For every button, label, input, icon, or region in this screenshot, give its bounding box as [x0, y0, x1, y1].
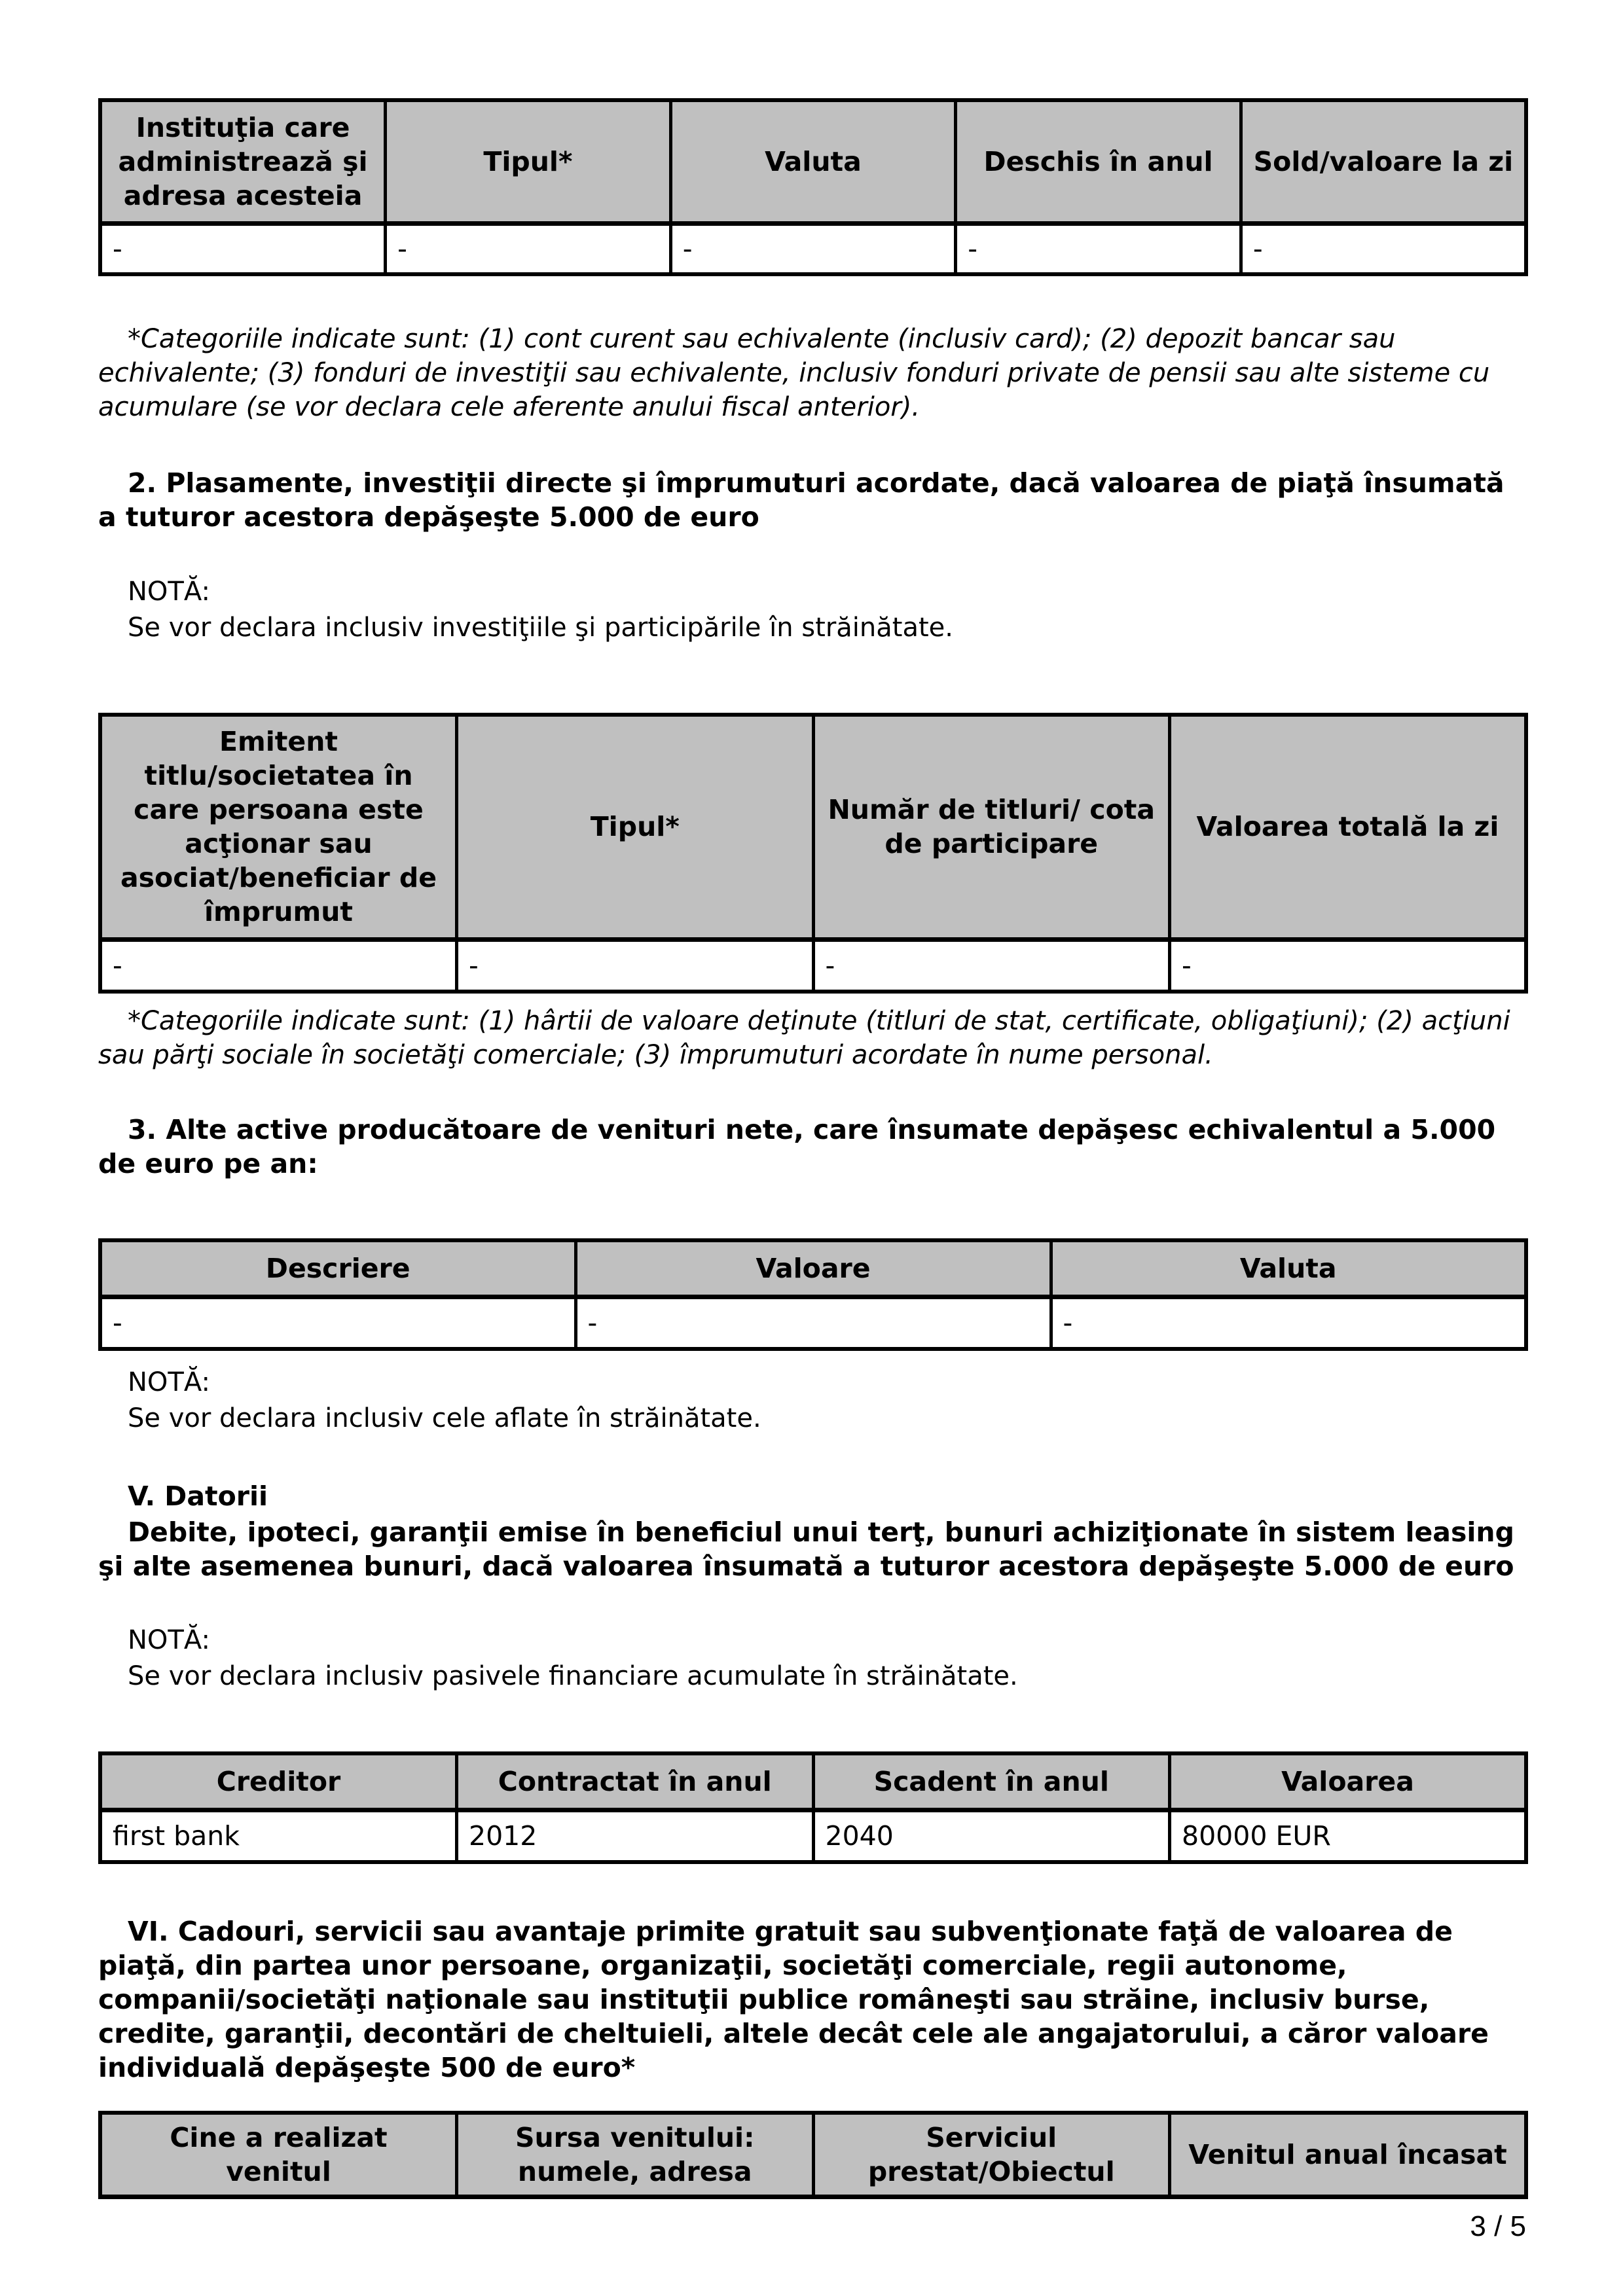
debts-section-block [98, 1479, 1528, 1583]
column-header-type: Tipul* [386, 100, 671, 223]
table-cell: - [956, 223, 1241, 274]
table-cell: - [670, 223, 956, 274]
accounts-footnote: *Categoriile indicate sunt: (1) cont curent sau echivalente (inclusiv card); (2) depozit bancar sau echivalente; (3) fonduri de investiţii sau echivalente, inclusiv fonduri private de pensii sau alte sisteme cu acumulare (se vor declara cele aferente anului fiscal anterior). [98, 324, 1490, 422]
column-header-issuer: Emitent titlu/societatea în care persoana este acţionar sau asociat/beneficiar de împrumut [100, 715, 457, 939]
investments-table [98, 713, 1528, 994]
column-header-institution: Instituţia care administrează şi adresa acesteia [100, 100, 386, 223]
section-2-heading: 2. Plasamente, investiţii directe şi împrumuturi acordate, dacă valoarea de piaţă însumată a tuturor acestora depăşeşte 5.000 de euro [98, 467, 1504, 533]
column-header-shares-count: Număr de titluri/ cota de participare [813, 715, 1170, 939]
page-number: 3 / 5 [1470, 2210, 1526, 2242]
due-year-cell: 2040 [813, 1810, 1170, 1862]
table-header-row [100, 1240, 1526, 1297]
investments-footnote-block [98, 1004, 1528, 1072]
note-text: Se vor declara inclusiv pasivele financiare acumulate în străinătate. [128, 1661, 1018, 1691]
note-text: Se vor declara inclusiv cele aflate în străinătate. [128, 1403, 761, 1433]
amount-cell: 80000 EUR [1170, 1810, 1527, 1862]
table-cell: - [386, 223, 671, 274]
table-cell: - [1241, 223, 1526, 274]
gifts-table [98, 2111, 1528, 2199]
other-assets-table [98, 1238, 1528, 1351]
note-label: NOTĂ: [128, 1367, 210, 1397]
column-header-balance: Sold/valoare la zi [1241, 100, 1526, 223]
debts-note-block [98, 1623, 1528, 1693]
investments-table-block [98, 713, 1528, 994]
column-header-contracted-year: Contractat în anul [457, 1753, 814, 1810]
accounts-table [98, 98, 1528, 276]
note-text: Se vor declara inclusiv investiţiile şi participările în străinătate. [128, 613, 953, 643]
creditor-cell: first bank [100, 1810, 457, 1862]
section-2-block [98, 466, 1528, 534]
column-header-amount: Valoarea [1170, 1753, 1527, 1810]
table-cell: - [100, 939, 457, 992]
section-3-note-block [98, 1365, 1528, 1435]
column-header-currency: Valuta [1051, 1240, 1526, 1297]
table-header-row [100, 715, 1526, 939]
table-row [100, 1810, 1526, 1862]
gifts-table-block [98, 2111, 1528, 2199]
investments-footnote: *Categoriile indicate sunt: (1) hârtii de valoare deţinute (titluri de stat, certificate, obligaţiuni); (2) acţiuni sau părţi sociale în societăţi comerciale; (3) împrumuturi acordate în nume personal. [98, 1006, 1510, 1070]
table-cell: - [1170, 939, 1527, 992]
debts-table [98, 1751, 1528, 1864]
column-header-total-value: Valoarea totală la zi [1170, 715, 1527, 939]
table-header-row [100, 2113, 1526, 2197]
column-header-value: Valoare [575, 1240, 1051, 1297]
note-label: NOTĂ: [128, 1625, 210, 1655]
section-3-heading: 3. Alte active producătoare de venituri nete, care însumate depăşesc echivalentul a 5.000 de euro pe an: [98, 1114, 1496, 1179]
column-header-description: Descriere [100, 1240, 575, 1297]
table-header-row [100, 100, 1526, 223]
column-header-due-year: Scadent în anul [813, 1753, 1170, 1810]
column-header-annual-income: Venitul anual încasat [1170, 2113, 1527, 2197]
table-cell: - [575, 1297, 1051, 1349]
accounts-footnote-block [98, 322, 1528, 424]
section-3-block [98, 1113, 1528, 1181]
column-header-earner: Cine a realizat venitul [100, 2113, 457, 2197]
debts-title: V. Datorii [128, 1480, 268, 1512]
table-row [100, 223, 1526, 274]
table-cell: - [1051, 1297, 1526, 1349]
column-header-opened-year: Deschis în anul [956, 100, 1241, 223]
table-row [100, 1297, 1526, 1349]
column-header-creditor: Creditor [100, 1753, 457, 1810]
section-2-note-block [98, 575, 1528, 645]
note-label: NOTĂ: [128, 577, 210, 607]
table-cell: - [457, 939, 814, 992]
table-row [100, 939, 1526, 992]
debts-table-block [98, 1751, 1528, 1864]
column-header-income-source: Sursa venitului: numele, adresa [457, 2113, 814, 2197]
contracted-year-cell: 2012 [457, 1810, 814, 1862]
table-cell: - [813, 939, 1170, 992]
table-header-row [100, 1753, 1526, 1810]
gifts-heading: VI. Cadouri, servicii sau avantaje primite gratuit sau subvenţionate faţă de valoarea de piaţă, din partea unor persoane, organizaţii, societăţi comerciale, regii autonome, companii/societăţi naţionale sau instituţii publice româneşti sau străine, inclusiv burse, credite, garanţii, decontări de cheltuieli, altele decât cele ale angajatorului, a căror valoare individuală depăşeşte 500 de euro* [98, 1916, 1489, 2083]
debts-heading: Debite, ipoteci, garanţii emise în beneficiul unui terţ, bunuri achiziţionate în sistem leasing şi alte asemenea bunuri, dacă valoarea însumată a tuturor acestora depăşeşte 5.000 de euro [98, 1516, 1514, 1582]
other-assets-table-block [98, 1238, 1528, 1351]
gifts-section-block [98, 1914, 1528, 2085]
accounts-table-block [98, 98, 1528, 276]
column-header-service: Serviciul prestat/Obiectul [813, 2113, 1170, 2197]
table-cell: - [100, 1297, 575, 1349]
column-header-currency: Valuta [670, 100, 956, 223]
table-cell: - [100, 223, 386, 274]
column-header-type: Tipul* [457, 715, 814, 939]
